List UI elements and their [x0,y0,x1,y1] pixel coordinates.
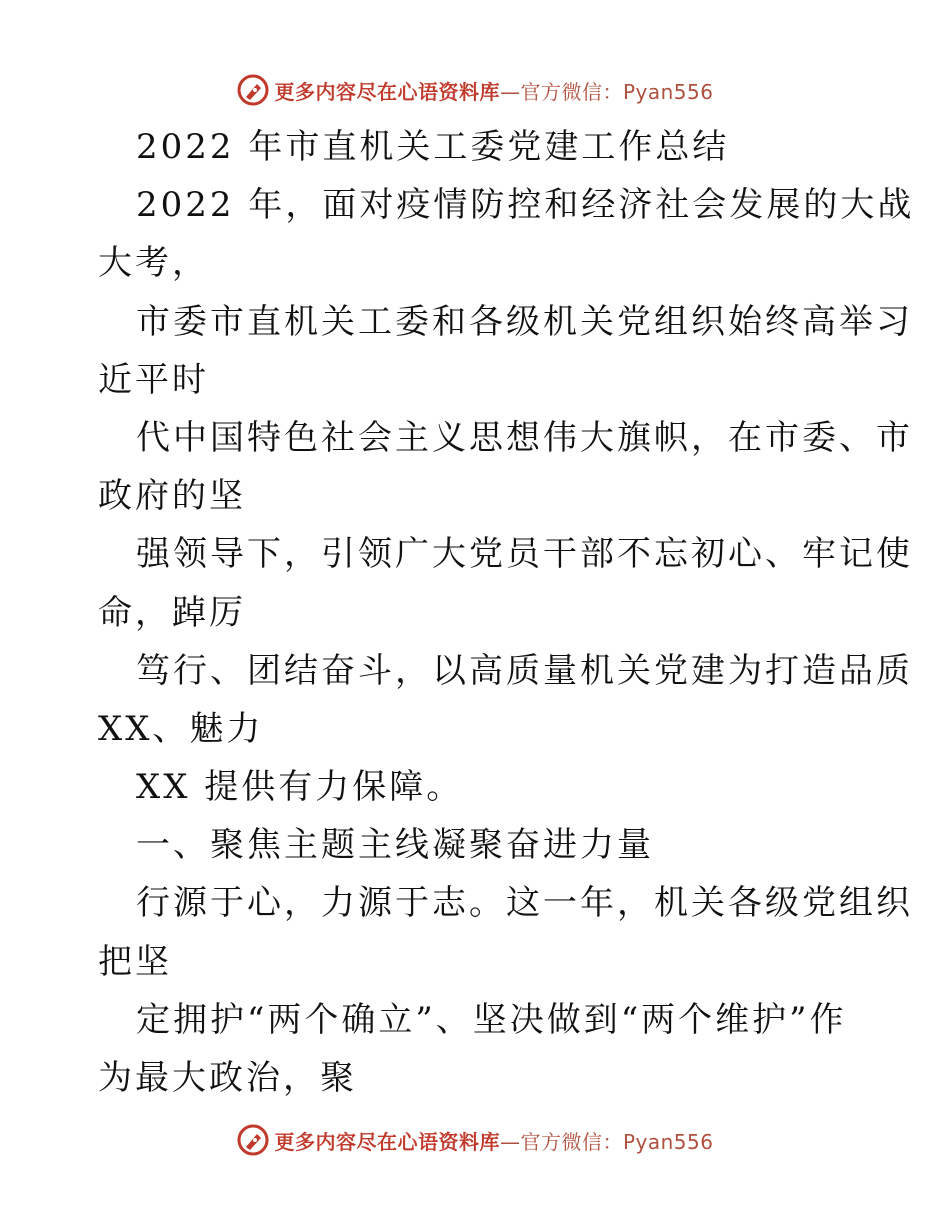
text-line: 为最大政治，聚 [98,1058,357,1098]
watermark-banner-bottom [0,1120,950,1160]
pen-nib-logo-icon [236,1123,270,1157]
text-line: 强领导下，引领广大党员干部不忘初心、牢记使 [136,534,913,575]
watermark-main-text: 更多内容尽在心语资料库 [274,79,500,104]
text-line: 定拥护“两个确立”、坚决做到“两个维护”作 [136,999,847,1040]
watermark-sub-text: —官方微信：Pyan556 [499,79,714,104]
watermark-banner-top [0,70,950,110]
text-line: 近平时 [98,359,209,400]
document-body [98,118,915,1107]
text-line: 把坚 [98,941,172,982]
text-line: 笃行、团结奋斗，以高质量机关党建为打造品质 [136,650,913,691]
text-line: XX、魅力 [98,708,264,749]
text-line: XX 提供有力保障。 [136,767,464,808]
text-line: 代中国特色社会主义思想伟大旗帜，在市委、市 [136,417,913,458]
section-heading: 一、聚焦主题主线凝聚奋进力量 [136,825,654,866]
text-line: 政府的坚 [98,476,246,517]
watermark-sub-text: —官方微信：Pyan556 [499,1129,714,1154]
text-line: 2022 年，面对疫情防控和经济社会发展的大战 [136,185,915,226]
watermark-main-text: 更多内容尽在心语资料库 [274,1129,500,1154]
text-line: 行源于心，力源于志。这一年，机关各级党组织 [136,883,913,924]
document-title: 2022 年市直机关工委党建工作总结 [136,127,730,167]
text-line: 命，踔厉 [98,592,246,633]
text-line: 大考， [98,243,209,284]
text-line: 市委市直机关工委和各级机关党组织始终高举习 [136,301,913,342]
pen-nib-logo-icon [236,73,270,107]
